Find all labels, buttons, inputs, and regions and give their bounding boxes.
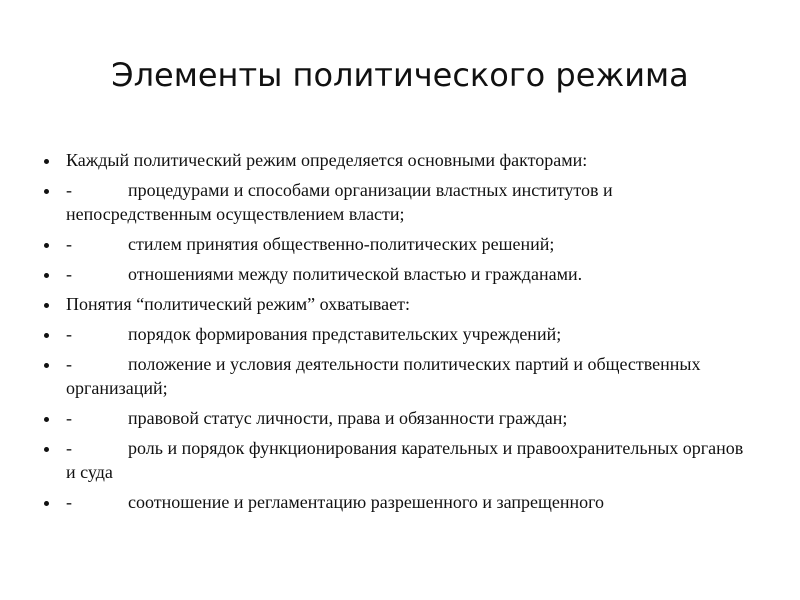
dash-marker: -: [66, 354, 72, 374]
list-item: [44, 178, 744, 226]
list-item-text: правовой статус личности, права и обязанности граждан;: [128, 408, 568, 428]
list-item-text: Понятия “политический режим” охватывает:: [66, 294, 411, 314]
dash-marker: -: [66, 408, 72, 428]
bullet-dot-icon: [44, 333, 49, 338]
bullet-dot-icon: [44, 159, 49, 164]
dash-marker: -: [66, 234, 72, 254]
list-item: [44, 292, 744, 316]
list-item: [44, 406, 744, 430]
bullet-dot-icon: [44, 303, 49, 308]
list-item: [44, 322, 744, 346]
list-item: [44, 352, 744, 400]
list-item-text: Каждый политический режим определяется основными факторами:: [66, 150, 588, 170]
list-item: [44, 148, 744, 172]
bullet-dot-icon: [44, 417, 49, 422]
list-item-text: роль и порядок функционирования карательных и правоохранительных органов и суда: [66, 438, 744, 482]
bullet-dot-icon: [44, 501, 49, 506]
dash-marker: -: [66, 438, 72, 458]
bullet-dot-icon: [44, 447, 49, 452]
list-item-text: отношениями между политической властью и гражданами.: [128, 264, 583, 284]
list-item: [44, 262, 744, 286]
list-item-text: стилем принятия общественно-политических решений;: [128, 234, 555, 254]
bullet-dot-icon: [44, 273, 49, 278]
list-item-text: процедурами и способами организации властных институтов и непосредственным осуществлением власти;: [66, 180, 613, 224]
dash-marker: -: [66, 324, 72, 344]
list-item-text: положение и условия деятельности политических партий и общественных организаций;: [66, 354, 701, 398]
bullet-dot-icon: [44, 243, 49, 248]
bullet-list: [44, 148, 744, 520]
list-item-text: порядок формирования представительских учреждений;: [128, 324, 562, 344]
list-item-text: соотношение и регламентацию разрешенного и запрещенного: [128, 492, 605, 512]
dash-marker: -: [66, 492, 72, 512]
dash-marker: -: [66, 180, 72, 200]
bullet-dot-icon: [44, 189, 49, 194]
slide-title: Элементы политического режима: [111, 56, 689, 94]
bullet-dot-icon: [44, 363, 49, 368]
list-item: [44, 490, 744, 514]
dash-marker: -: [66, 264, 72, 284]
list-item: [44, 436, 744, 484]
list-item: [44, 232, 744, 256]
